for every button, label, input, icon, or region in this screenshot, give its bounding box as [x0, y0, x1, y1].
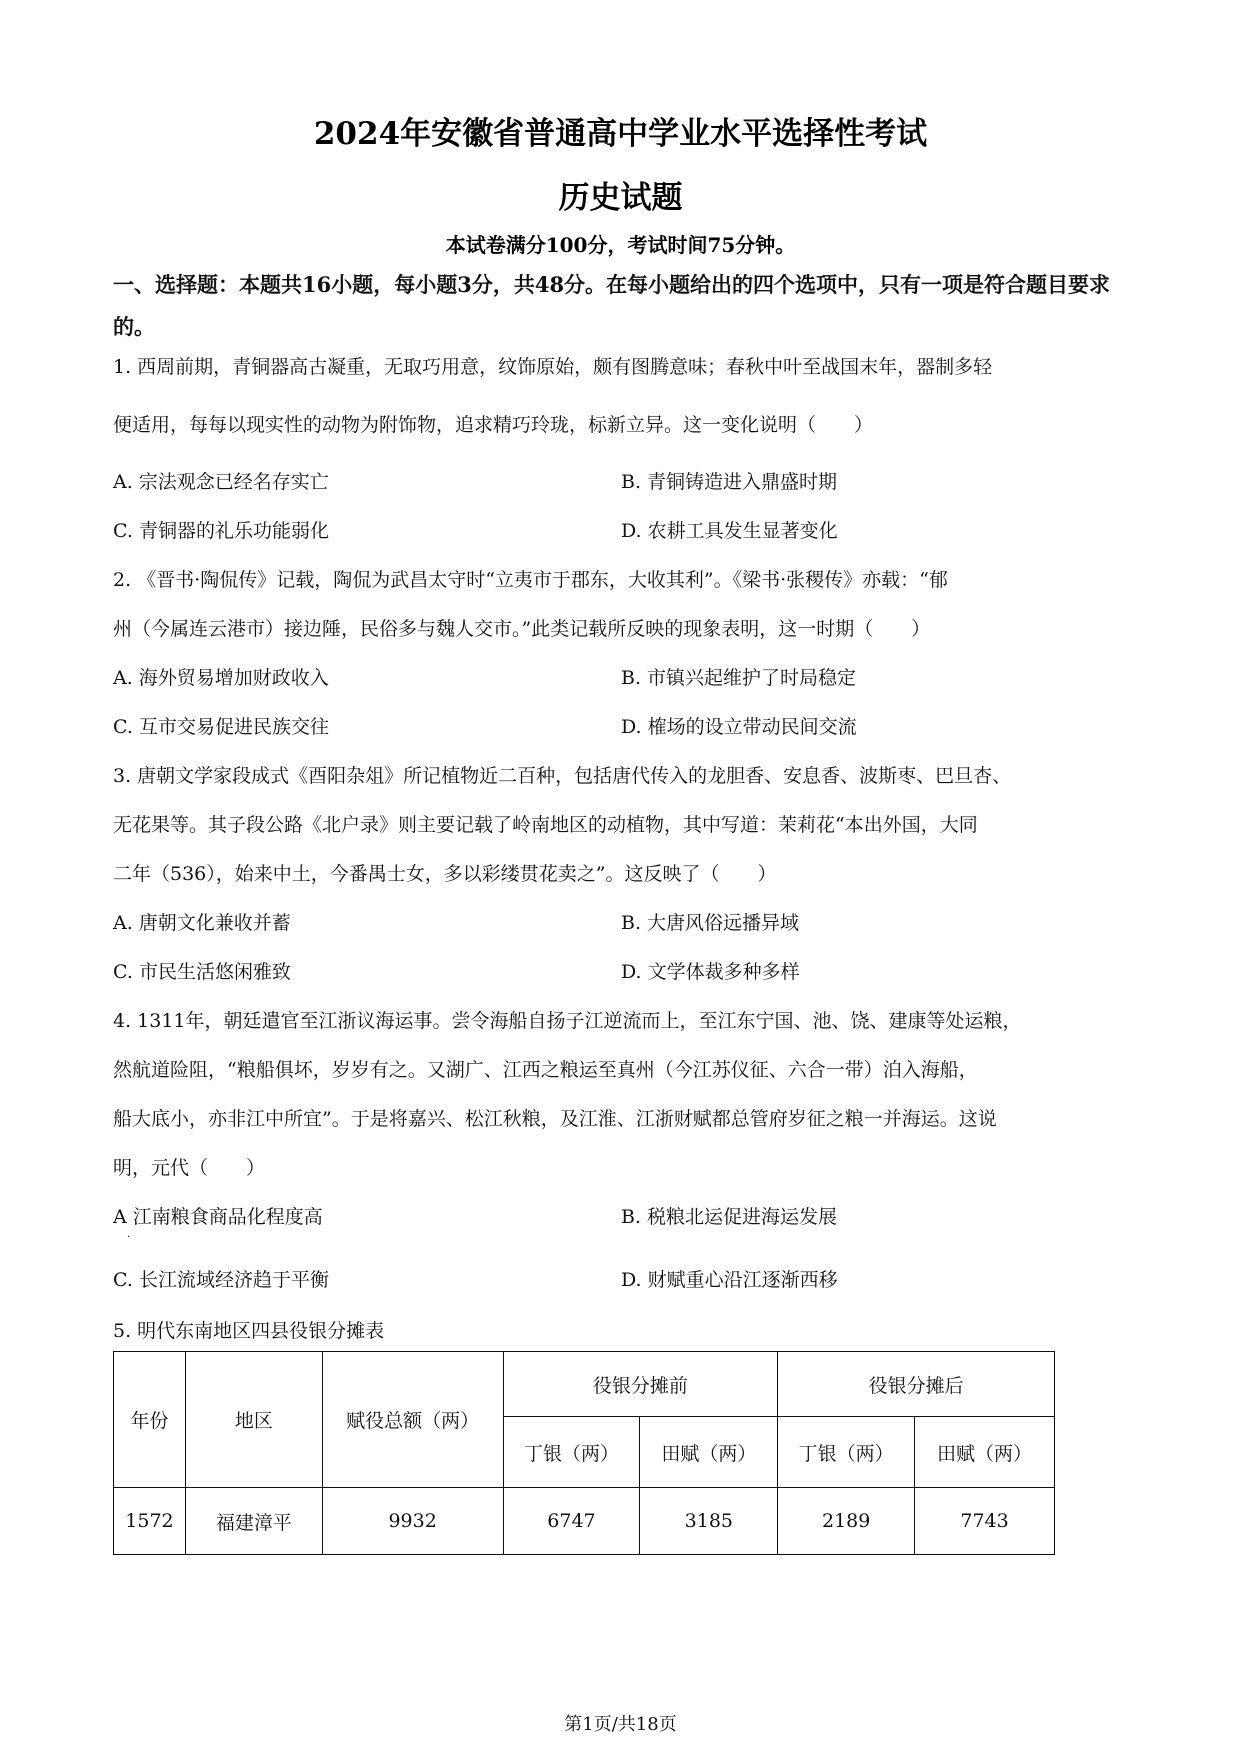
option-d: D. 农耕工具发生显著变化 — [621, 520, 838, 542]
question-line: 然航道险阻，“粮船俱坏，岁岁有之。又湖广、江西之粮运至真州（今江苏仪征、六合一带）泊入海船， — [113, 1059, 978, 1081]
option-a: A 江南粮食商品化程度高 — [113, 1206, 323, 1228]
section-heading: 一、选择题：本题共16小题，每小题3分，共48分。在每小题给出的四个选项中，只有一项是符合题目要求的。 — [113, 272, 1111, 339]
question-line: 州（今属连云港市）接边陲，民俗多与魏人交市。”此类记载所反映的现象表明，这一时期（ ） — [113, 618, 931, 640]
option-d: D. 文学体裁多种多样 — [621, 961, 800, 983]
option-c: C. 互市交易促进民族交往 — [113, 716, 329, 738]
option-d: D. 财赋重心沿江逐渐西移 — [621, 1269, 838, 1291]
header-region: 地区 — [185, 1352, 322, 1488]
table-cell: 2189 — [778, 1488, 915, 1555]
option-b: B. 大唐风俗远播异域 — [621, 912, 800, 934]
option-b: B. 市镇兴起维护了时局稳定 — [621, 667, 857, 689]
question-line: 便适用，每每以现实性的动物为附饰物，追求精巧玲珑，标新立异。这一变化说明（ ） — [113, 414, 874, 436]
header-ding-after: 丁银（两） — [778, 1417, 915, 1488]
header-tian-before: 田赋（两） — [640, 1417, 778, 1488]
table-row — [114, 1488, 1055, 1555]
table-header-row — [114, 1352, 1055, 1417]
question-line: 船大底小，亦非江中所宜”。于是将嘉兴、松江秋粮，及江淮、江浙财赋都总管府岁征之粮一并海运。这说 — [113, 1108, 997, 1130]
option-a: A. 唐朝文化兼收并蓄 — [113, 912, 291, 934]
option-b: B. 青铜铸造进入鼎盛时期 — [621, 471, 838, 493]
table-cell: 福建漳平 — [185, 1488, 322, 1555]
exam-title: 2024年安徽省普通高中学业水平选择性考试 — [313, 116, 928, 152]
question-line: 5. 明代东南地区四县役银分摊表 — [113, 1320, 385, 1342]
stray-dot: · — [127, 1232, 131, 1243]
table-cell: 3185 — [640, 1488, 778, 1555]
header-after: 役银分摊后 — [778, 1352, 1055, 1417]
exam-note: 本试卷满分100分，考试时间75分钟。 — [445, 233, 796, 257]
option-d: D. 榷场的设立带动民间交流 — [621, 716, 857, 738]
question-line: 1. 西周前期，青铜器高古凝重，无取巧用意，纹饰原始，颇有图腾意味；春秋中叶至战国末年，器制多轻 — [113, 356, 993, 378]
header-tian-after: 田赋（两） — [915, 1417, 1055, 1488]
header-total: 赋役总额（两） — [322, 1352, 503, 1488]
header-ding-before: 丁银（两） — [503, 1417, 640, 1488]
table-cell: 6747 — [503, 1488, 640, 1555]
header-before: 役银分摊前 — [503, 1352, 778, 1417]
option-c: C. 长江流域经济趋于平衡 — [113, 1269, 329, 1291]
table-cell: 9932 — [322, 1488, 503, 1555]
table-cell: 7743 — [915, 1488, 1055, 1555]
question-line: 2. 《晋书·陶侃传》记载，陶侃为武昌太守时“立夷市于郡东，大收其利”。《梁书·张稷传》亦载：“郁 — [113, 569, 948, 591]
option-a: A. 宗法观念已经名存实亡 — [113, 471, 329, 493]
question-line: 二年（536），始来中土，今番禺士女，多以彩缕贯花卖之”。这反映了（ ） — [113, 863, 777, 885]
exam-subtitle: 历史试题 — [558, 180, 683, 216]
option-a: A. 海外贸易增加财政收入 — [113, 667, 329, 689]
table-cell: 1572 — [114, 1488, 186, 1555]
question-line: 3. 唐朝文学家段成式《酉阳杂俎》所记植物近二百种，包括唐代传入的龙胆香、安息香、波斯枣、巴旦杏、 — [113, 765, 1012, 787]
page-footer: 第1页/共18页 — [564, 1714, 677, 1735]
option-c: C. 青铜器的礼乐功能弱化 — [113, 520, 329, 542]
option-c: C. 市民生活悠闲雅致 — [113, 961, 291, 983]
question-line: 明，元代（ ） — [113, 1157, 266, 1179]
question-line: 4. 1311年，朝廷遣官至江浙议海运事。尝令海船自扬子江逆流而上，至江东宁国、池、饶、建康等处运粮， — [113, 1010, 1022, 1032]
option-b: B. 税粮北运促进海运发展 — [621, 1206, 838, 1228]
tax-table — [113, 1351, 1055, 1555]
question-line: 无花果等。其子段公路《北户录》则主要记载了岭南地区的动植物，其中写道：茉莉花“本出外国，大同 — [113, 814, 978, 836]
header-year: 年份 — [114, 1352, 186, 1488]
